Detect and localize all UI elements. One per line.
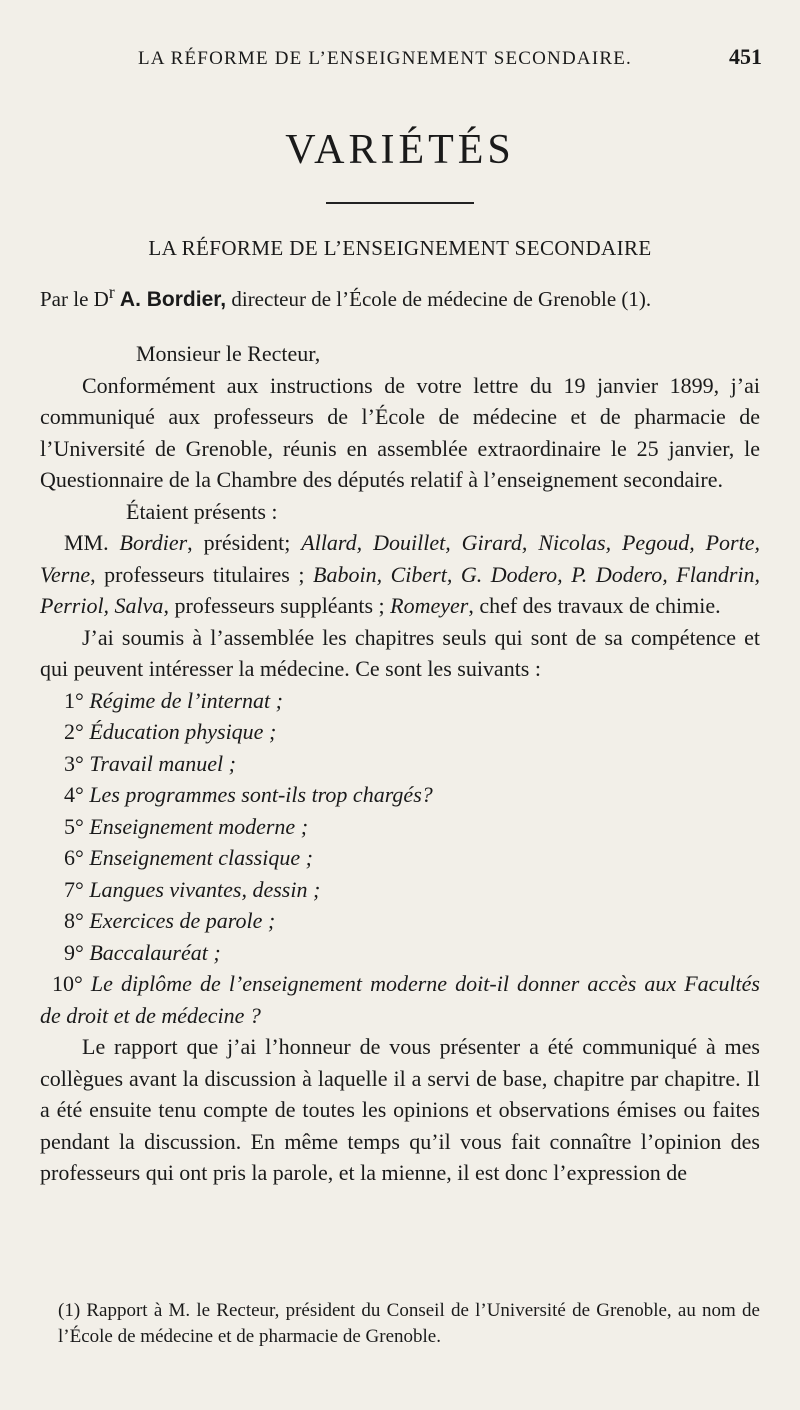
item-text: Exercices de parole ; — [89, 908, 276, 933]
paragraph-3: J’ai soumis à l’assemblée les chapitres seuls qui sont de sa compétence et qui peuvent intéresser la médecine. Ce sont les suivants : — [40, 624, 760, 681]
footnote — [40, 1298, 760, 1350]
item-text: Travail manuel ; — [89, 750, 236, 776]
byline-rest: directeur de l’École de médecine de Grenoble (1). — [226, 287, 652, 311]
list-item — [40, 905, 760, 937]
item-number: 1° — [64, 687, 84, 713]
attendees-suppleants-role: , professeurs suppléants ; — [163, 593, 391, 618]
list-item — [40, 937, 760, 969]
list-item — [40, 811, 760, 843]
item-text: Les programmes sont-ils trop chargés? — [89, 782, 433, 807]
topic-list — [40, 685, 760, 1032]
paragraph-4: Le rapport que j’ai l’honneur de vous présenter a été communiqué à mes collègues avant la discussion à laquelle il a servi de base, chapitre par chapitre. Il a été ensuite tenu compte de toutes les opinions et observations émises ou faites pendant la discussion. En même temps qu’il vous fait connaître l’opinion des professeurs qui ont pris la parole, et la mienne, il est donc l’expression de — [40, 1034, 760, 1185]
item-text: Enseignement classique ; — [89, 845, 313, 870]
running-title: LA RÉFORME DE L’ENSEIGNEMENT SECONDAIRE. — [138, 48, 632, 69]
item-number: 5° — [64, 813, 84, 839]
list-item — [40, 968, 760, 1031]
attendees-chef-role: , chef des travaux de chimie. — [468, 593, 721, 618]
attendees-president: Bordier — [119, 530, 188, 555]
item-text: Le diplôme de l’enseignement moderne doit-il donner accès aux Facultés de droit et de médecine ? — [40, 971, 760, 1028]
salutation: Monsieur le Recteur, — [136, 341, 321, 366]
list-item — [40, 716, 760, 748]
list-item — [40, 779, 760, 811]
page-number: 451 — [729, 44, 762, 69]
item-number: 10° — [52, 971, 83, 996]
attendees-titulaires: Allard, Douillet, Girard, Nicolas, Pegoud, Porte, Verne — [40, 530, 760, 587]
byline-sup: r — [108, 282, 115, 302]
item-number: 6° — [64, 845, 84, 870]
item-text: Langues vivantes, dessin ; — [89, 876, 321, 902]
item-number: 9° — [64, 939, 84, 965]
running-head — [40, 44, 762, 74]
byline-prefix: Par le D — [40, 287, 109, 311]
section-title: VARIÉTÉS — [285, 127, 515, 173]
attendees-president-role: , président; — [187, 530, 302, 555]
item-number: 2° — [64, 719, 84, 744]
list-item — [40, 874, 760, 906]
item-number: 4° — [64, 782, 84, 807]
footnote-text: (1) Rapport à M. le Recteur, président du Conseil de l’Université de Grenoble, au nom de l’École de médecine et de pharmacie de Grenoble. — [58, 1300, 760, 1347]
item-number: 8° — [64, 908, 84, 933]
attendees-lead: MM. — [64, 530, 120, 555]
list-item — [40, 842, 760, 874]
attendees-titulaires-role: , professeurs titulaires ; — [90, 561, 314, 587]
article-body — [40, 338, 760, 1189]
byline-author: A. Bordier, — [119, 288, 227, 311]
item-text: Régime de l’internat ; — [89, 687, 283, 713]
list-item — [40, 748, 760, 780]
item-text: Enseignement moderne ; — [89, 813, 309, 839]
attendees-chef: Romeyer — [390, 593, 469, 618]
paragraph-1: Conformément aux instructions de votre lettre du 19 janvier 1899, j’ai communiqué aux professeurs de l’École de médecine et de pharmacie de l’Université de Grenoble, réunis en assemblée extraordinaire le 25 janvier, le Questionnaire de la Chambre des députés relatif à l’enseignement secondaire. — [40, 372, 760, 492]
attendees-suppleants: Baboin, Cibert, G. Dodero, P. Dodero, Flandrin, Perriol, Salva — [40, 561, 760, 618]
byline — [40, 282, 764, 312]
item-text: Éducation physique ; — [89, 719, 277, 744]
item-number: 3° — [64, 750, 84, 776]
attendees-paragraph — [40, 527, 760, 622]
item-number: 7° — [64, 876, 84, 902]
paragraph-2: Étaient présents : — [126, 498, 278, 524]
title-rule — [326, 202, 474, 204]
list-item — [40, 685, 760, 717]
article-title: LA RÉFORME DE L’ENSEIGNEMENT SECONDAIRE — [148, 236, 652, 260]
item-text: Baccalauréat ; — [89, 939, 221, 965]
